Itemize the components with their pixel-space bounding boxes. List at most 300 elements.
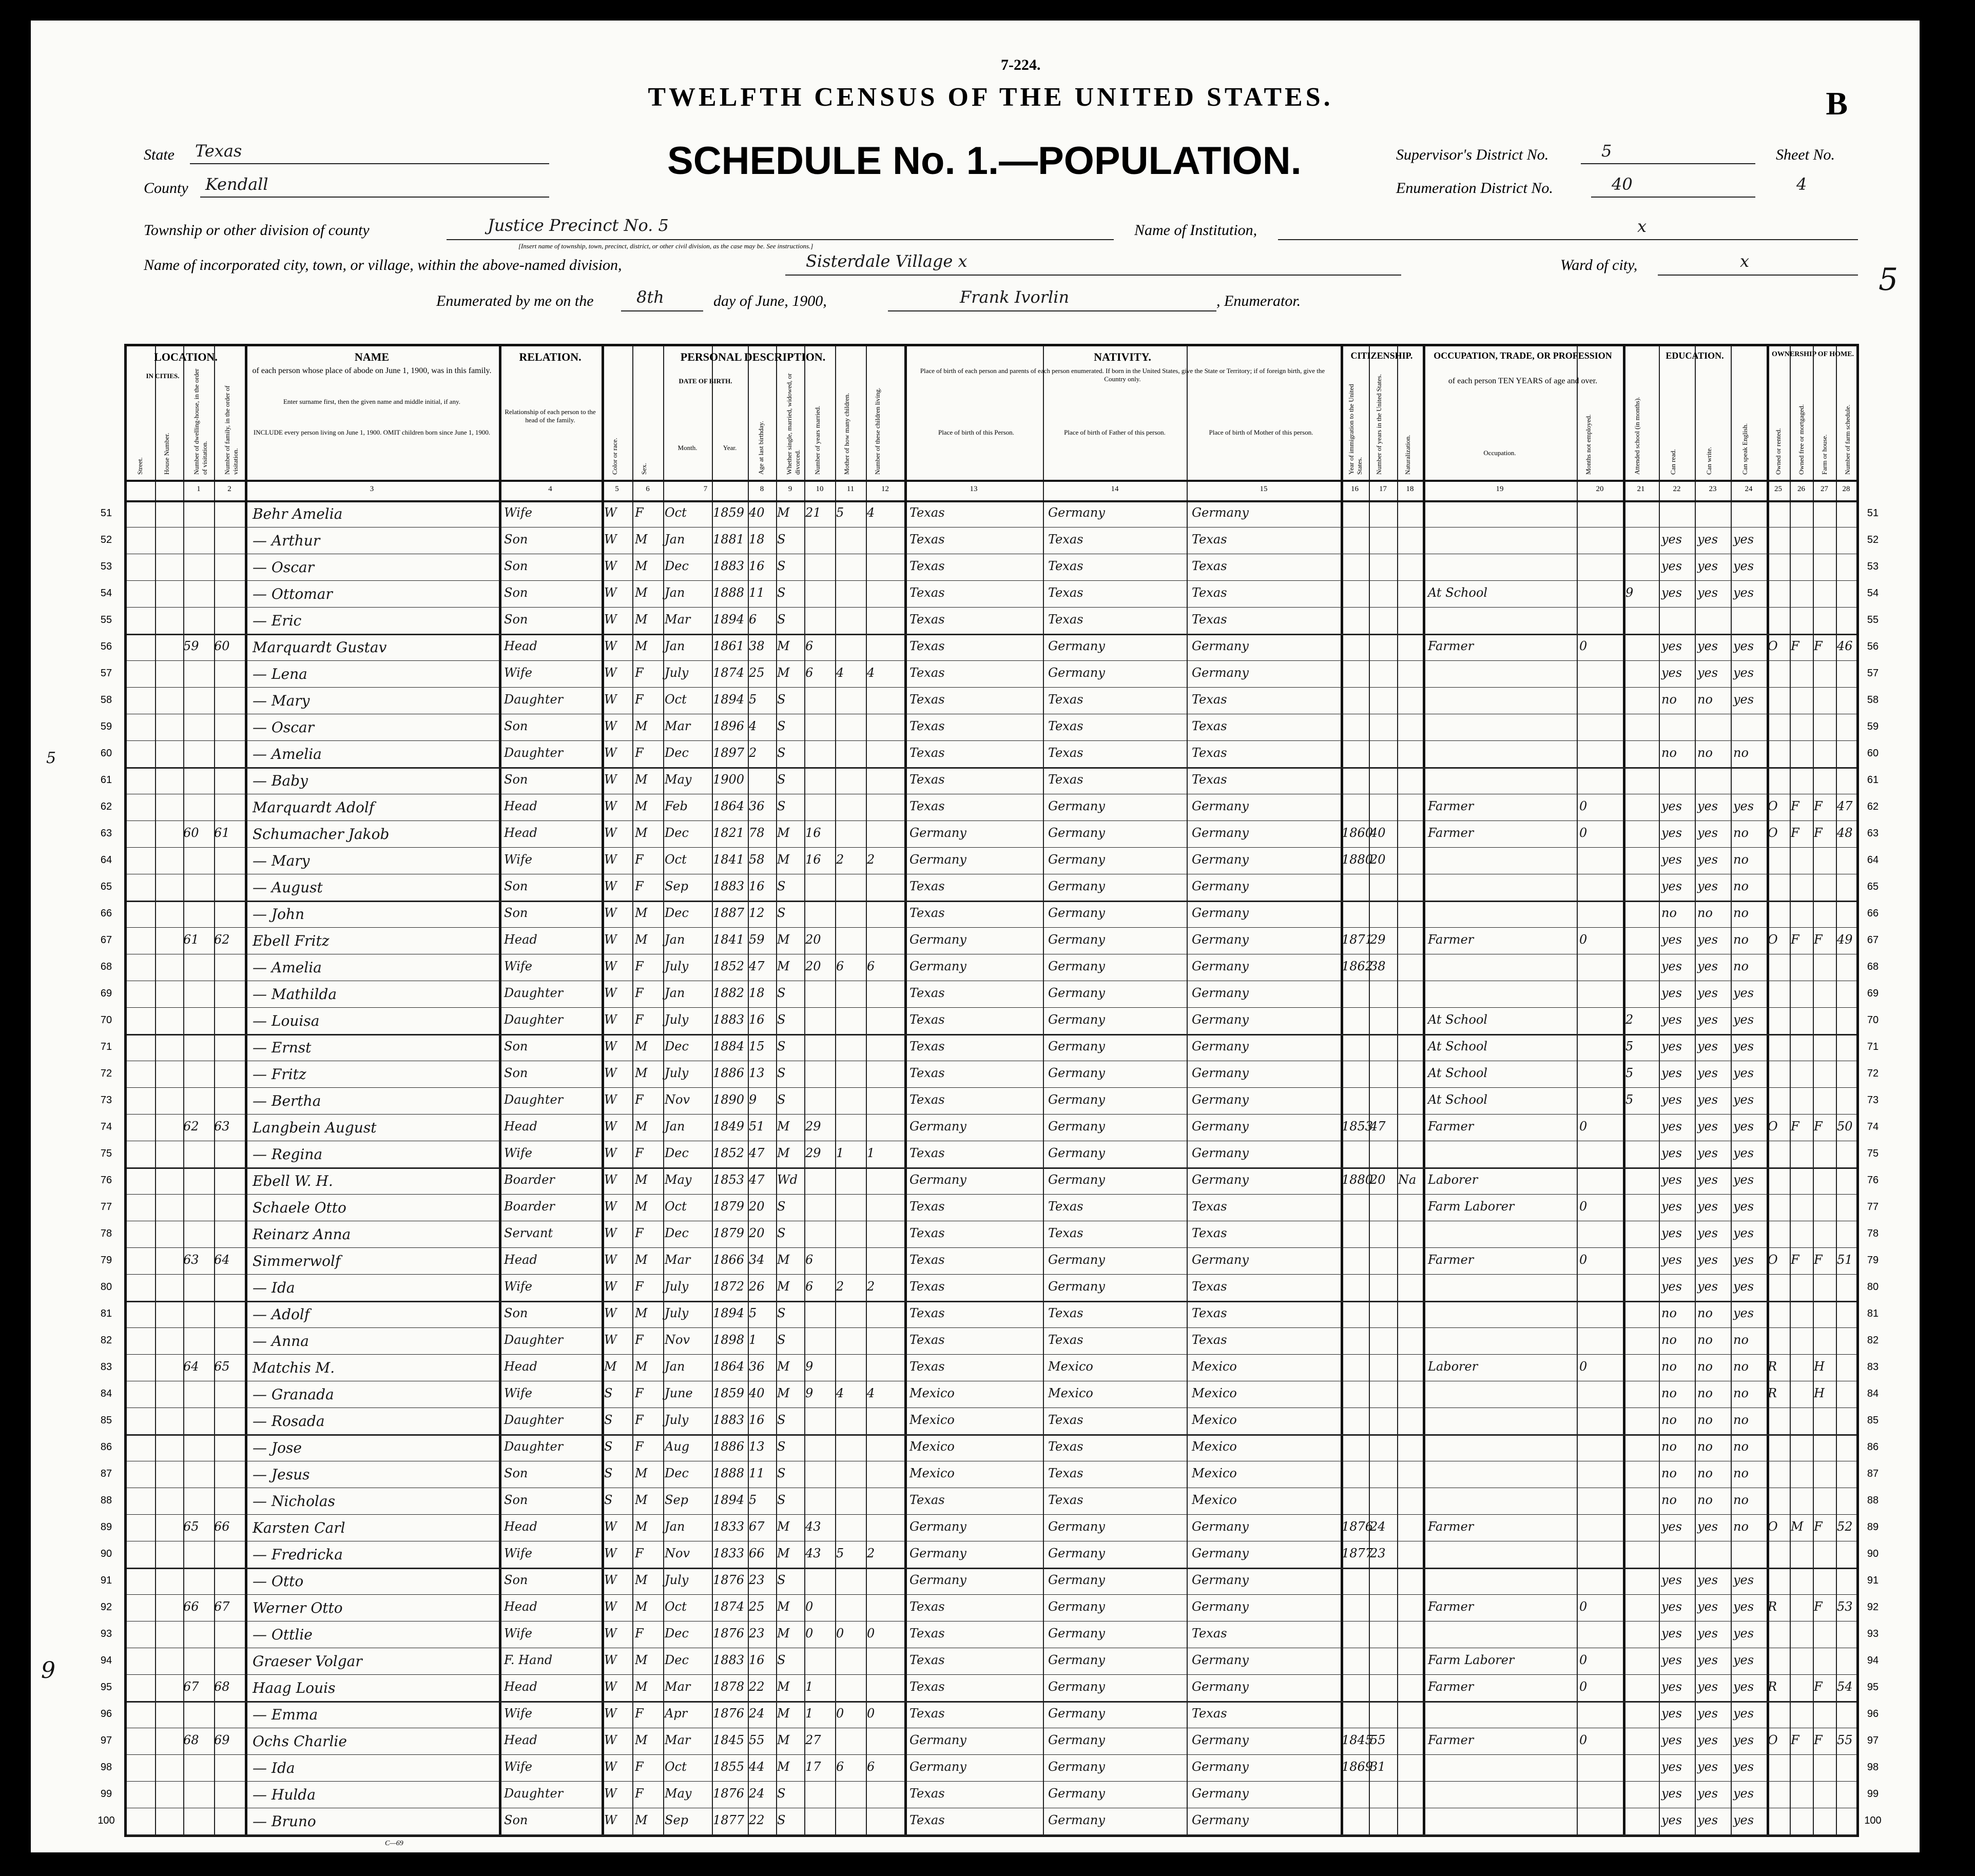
family-cell: 60 xyxy=(214,639,230,653)
marital-cell: S xyxy=(777,1226,786,1240)
line-number-right: 89 xyxy=(1867,1521,1879,1533)
birthplace-cell: Texas xyxy=(909,1306,945,1320)
name-cell: — Arthur xyxy=(253,532,320,549)
header-relation: RELATION. xyxy=(519,350,582,363)
father-birthplace-cell: Germany xyxy=(1048,1573,1105,1587)
family-cell: 65 xyxy=(214,1359,230,1374)
can-write-cell: no xyxy=(1697,906,1713,920)
month-cell: Mar xyxy=(665,1679,691,1694)
relation-cell: Son xyxy=(504,532,528,546)
row-divider xyxy=(127,1594,1856,1595)
marital-cell: S xyxy=(777,1466,786,1480)
mother-birthplace-cell: Texas xyxy=(1192,746,1227,760)
line-number-left: 62 xyxy=(100,801,112,812)
header-nativity-desc: Place of birth of each person and parents of each person enumerated. If born in the United States, give the State or Territory; if of foreign birth, give the Country only. xyxy=(920,367,1325,383)
father-birthplace-cell: Germany xyxy=(1048,1786,1105,1801)
color-cell: W xyxy=(604,559,617,573)
age-cell: 22 xyxy=(749,1679,765,1694)
line-number-right: 63 xyxy=(1867,828,1879,839)
can-speak-cell: yes xyxy=(1733,1573,1754,1587)
year-cell: 1890 xyxy=(713,1092,745,1107)
owned-free-cell: M xyxy=(1791,1519,1804,1534)
month-cell: May xyxy=(665,1172,692,1187)
line-number-left: 87 xyxy=(100,1468,112,1479)
age-cell: 20 xyxy=(749,1199,765,1214)
relation-cell: Head xyxy=(504,1253,537,1267)
dwelling-cell: 67 xyxy=(183,1679,199,1694)
relation-cell: Wife xyxy=(504,852,533,867)
sex-cell: F xyxy=(635,1012,644,1027)
father-birthplace-cell: Germany xyxy=(1048,1066,1105,1080)
name-cell: Matchis M. xyxy=(253,1359,335,1376)
month-cell: July xyxy=(665,666,689,680)
header-owned-free: Owned free or mortgaged. xyxy=(1797,404,1805,475)
line-number-right: 53 xyxy=(1867,561,1879,572)
birthplace-cell: Texas xyxy=(909,612,945,627)
line-number-left: 61 xyxy=(100,774,112,786)
month-cell: Dec xyxy=(665,1653,689,1667)
birthplace-cell: Mexico xyxy=(909,1466,955,1480)
dwelling-cell: 65 xyxy=(183,1519,199,1534)
relation-cell: Head xyxy=(504,639,537,653)
can-speak-cell: yes xyxy=(1733,585,1754,600)
header-education: EDUCATION. xyxy=(1666,350,1724,361)
dwelling-cell: 66 xyxy=(183,1599,199,1614)
birthplace-cell: Texas xyxy=(909,1012,945,1027)
can-read-cell: yes xyxy=(1661,1066,1682,1080)
header-dwelling: Number of dwelling-house, in the order of visitation. xyxy=(192,368,208,475)
relation-cell: Wife xyxy=(504,666,533,680)
birthplace-cell: Texas xyxy=(909,1706,945,1721)
column-number: 6 xyxy=(646,485,650,493)
header-age: Age at last birthday. xyxy=(757,421,765,475)
year-cell: 1897 xyxy=(713,746,745,760)
row-divider xyxy=(127,820,1856,821)
can-read-cell: yes xyxy=(1661,1573,1682,1587)
can-speak-cell: yes xyxy=(1733,1279,1754,1294)
can-read-cell: yes xyxy=(1661,532,1682,546)
father-birthplace-cell: Texas xyxy=(1048,585,1083,600)
color-cell: W xyxy=(604,1760,617,1774)
month-cell: Oct xyxy=(665,692,687,707)
year-cell: 1896 xyxy=(713,719,745,733)
can-write-cell: yes xyxy=(1697,932,1718,947)
family-cell: 64 xyxy=(214,1253,230,1267)
row-divider xyxy=(127,927,1856,928)
marital-cell: S xyxy=(777,906,786,920)
line-number-right: 66 xyxy=(1867,908,1879,919)
father-birthplace-cell: Germany xyxy=(1048,1092,1105,1107)
mother-birthplace-cell: Germany xyxy=(1192,1119,1249,1134)
years-married-cell: 6 xyxy=(805,666,814,680)
sex-cell: M xyxy=(635,1119,648,1134)
can-read-cell: no xyxy=(1661,1413,1677,1427)
name-cell: — Lena xyxy=(253,666,307,682)
header-can-read: Can read. xyxy=(1669,449,1677,475)
mother-birthplace-cell: Germany xyxy=(1192,1733,1249,1747)
line-number-right: 70 xyxy=(1867,1014,1879,1026)
marital-cell: S xyxy=(777,1012,786,1027)
marital-cell: M xyxy=(777,1626,790,1640)
sex-cell: M xyxy=(635,799,648,813)
month-cell: July xyxy=(665,1413,689,1427)
column-number: 28 xyxy=(1842,485,1850,493)
occupation-cell: Farmer xyxy=(1428,1119,1474,1134)
can-write-cell: yes xyxy=(1697,1119,1718,1134)
year-cell: 1872 xyxy=(713,1279,745,1294)
sex-cell: M xyxy=(635,532,648,546)
mother-birthplace-cell: Texas xyxy=(1192,559,1227,573)
years-married-cell: 21 xyxy=(805,505,821,520)
city-label: Name of incorporated city, town, or village, within the above-named division, xyxy=(144,257,622,273)
column-divider xyxy=(904,346,907,1834)
father-birthplace-cell: Germany xyxy=(1048,879,1105,893)
line-number-right: 62 xyxy=(1867,801,1879,812)
mother-birthplace-cell: Texas xyxy=(1192,1306,1227,1320)
header-relation-desc: Relationship of each person to the head of the family. xyxy=(505,408,596,424)
can-speak-cell: yes xyxy=(1733,1786,1754,1801)
marital-cell: S xyxy=(777,799,786,813)
line-number-left: 92 xyxy=(100,1601,112,1613)
year-cell: 1853 xyxy=(713,1172,745,1187)
year-cell: 1876 xyxy=(713,1626,745,1640)
township-label: Township or other division of county xyxy=(144,222,370,239)
age-cell: 58 xyxy=(749,852,765,867)
sex-cell: M xyxy=(635,585,648,600)
occupation-cell: Farm Laborer xyxy=(1428,1199,1515,1214)
supervisor-value: 5 xyxy=(1601,141,1612,161)
month-cell: Jan xyxy=(665,932,685,947)
line-number-left: 70 xyxy=(100,1014,112,1026)
age-cell: 36 xyxy=(749,799,765,813)
sex-cell: M xyxy=(635,1199,648,1214)
marital-cell: S xyxy=(777,1092,786,1107)
name-cell: — Mathilda xyxy=(253,986,337,1003)
year-cell: 1882 xyxy=(713,986,745,1000)
year-cell: 1852 xyxy=(713,1146,745,1160)
owned-rented-cell: O xyxy=(1768,1253,1778,1267)
name-cell: — Ottlie xyxy=(253,1626,313,1643)
birthplace-cell: Germany xyxy=(909,1119,966,1134)
name-cell: — John xyxy=(253,906,305,923)
row-divider xyxy=(127,1434,1856,1436)
mother-birthplace-cell: Texas xyxy=(1192,1199,1227,1214)
line-number-right: 60 xyxy=(1867,748,1879,759)
line-number-left: 52 xyxy=(100,534,112,545)
can-write-cell: yes xyxy=(1697,799,1718,813)
farm-house-cell: H xyxy=(1814,1359,1825,1374)
father-birthplace-cell: Germany xyxy=(1048,1679,1105,1694)
sex-cell: M xyxy=(635,1359,648,1374)
state-rule xyxy=(190,163,549,164)
sex-cell: M xyxy=(635,1653,648,1667)
line-number-right: 75 xyxy=(1867,1148,1879,1159)
header-family: Number of family, in the order of visitation. xyxy=(223,385,239,475)
row-divider xyxy=(127,740,1856,741)
month-cell: Dec xyxy=(665,1226,689,1240)
can-read-cell: yes xyxy=(1661,639,1682,653)
relation-cell: Son xyxy=(504,612,528,627)
mother-of-cell: 0 xyxy=(836,1626,844,1640)
occupation-cell: Farmer xyxy=(1428,1733,1474,1747)
census-sheet xyxy=(98,36,1884,1847)
children-living-cell: 4 xyxy=(867,666,875,680)
name-cell: — Mary xyxy=(253,692,310,709)
father-birthplace-cell: Texas xyxy=(1048,1466,1083,1480)
age-cell: 16 xyxy=(749,1653,765,1667)
year-cell: 1883 xyxy=(713,1413,745,1427)
color-cell: W xyxy=(604,826,617,840)
father-birthplace-cell: Germany xyxy=(1048,639,1105,653)
color-cell: W xyxy=(604,1306,617,1320)
age-cell: 51 xyxy=(749,1119,765,1134)
mother-birthplace-cell: Germany xyxy=(1192,1039,1249,1053)
row-divider xyxy=(127,1087,1856,1088)
line-number-right: 57 xyxy=(1867,668,1879,679)
birthplace-cell: Texas xyxy=(909,1333,945,1347)
township-rule xyxy=(447,239,1114,240)
row-divider xyxy=(127,1568,1856,1569)
marital-cell: M xyxy=(777,1146,790,1160)
can-read-cell: yes xyxy=(1661,1172,1682,1187)
farm-house-cell: F xyxy=(1814,1119,1823,1134)
header-citizenship: CITIZENSHIP. xyxy=(1350,350,1413,361)
age-cell: 38 xyxy=(749,639,765,653)
color-cell: W xyxy=(604,639,617,653)
marital-cell: S xyxy=(777,1039,786,1053)
marital-cell: Wd xyxy=(777,1172,798,1187)
month-cell: July xyxy=(665,959,689,973)
owned-rented-cell: O xyxy=(1768,826,1778,840)
father-birthplace-cell: Texas xyxy=(1048,1306,1083,1320)
sex-cell: M xyxy=(635,612,648,627)
dwelling-cell: 60 xyxy=(183,826,199,840)
mother-birthplace-cell: Germany xyxy=(1192,1012,1249,1027)
can-write-cell: yes xyxy=(1697,559,1718,573)
marital-cell: S xyxy=(777,692,786,707)
can-speak-cell: yes xyxy=(1733,1253,1754,1267)
column-divider xyxy=(245,346,247,1834)
children-living-cell: 6 xyxy=(867,1760,875,1774)
month-cell: Feb xyxy=(665,799,688,813)
age-cell: 15 xyxy=(749,1039,765,1053)
mother-of-cell: 4 xyxy=(836,1386,844,1400)
father-birthplace-cell: Germany xyxy=(1048,666,1105,680)
month-cell: Oct xyxy=(665,1599,687,1614)
marital-cell: S xyxy=(777,1813,786,1827)
mother-birthplace-cell: Mexico xyxy=(1192,1439,1237,1454)
name-cell: — Fredricka xyxy=(253,1546,343,1563)
township-value: Justice Precinct No. 5 xyxy=(488,216,669,235)
can-write-cell: no xyxy=(1697,1306,1713,1320)
mother-of-cell: 6 xyxy=(836,1760,844,1774)
can-read-cell: yes xyxy=(1661,1146,1682,1160)
relation-cell: Daughter xyxy=(504,692,564,707)
years-in-us-cell: 23 xyxy=(1370,1546,1386,1560)
color-cell: W xyxy=(604,1253,617,1267)
school-months-cell: 5 xyxy=(1625,1039,1634,1053)
marital-cell: S xyxy=(777,1653,786,1667)
can-read-cell: yes xyxy=(1661,1786,1682,1801)
line-number-right: 73 xyxy=(1867,1095,1879,1106)
father-birthplace-cell: Mexico xyxy=(1048,1359,1093,1374)
father-birthplace-cell: Germany xyxy=(1048,1733,1105,1747)
column-number: 26 xyxy=(1797,485,1805,493)
immigration-cell: 1880 xyxy=(1342,1172,1373,1187)
year-cell: 1883 xyxy=(713,1653,745,1667)
can-write-cell: yes xyxy=(1697,532,1718,546)
birthplace-cell: Texas xyxy=(909,1039,945,1053)
farm-house-cell: F xyxy=(1814,932,1823,947)
relation-cell: Boarder xyxy=(504,1172,555,1187)
mother-birthplace-cell: Germany xyxy=(1192,879,1249,893)
sex-cell: F xyxy=(635,1760,644,1774)
marital-cell: M xyxy=(777,1279,790,1294)
father-birthplace-cell: Texas xyxy=(1048,772,1083,787)
age-cell: 13 xyxy=(749,1439,765,1454)
header-month: Month. xyxy=(677,444,698,452)
year-cell: 1884 xyxy=(713,1039,745,1053)
row-divider xyxy=(127,580,1856,581)
can-write-cell: no xyxy=(1697,1413,1713,1427)
birthplace-cell: Germany xyxy=(909,1733,966,1747)
marital-cell: M xyxy=(777,1760,790,1774)
years-married-cell: 17 xyxy=(805,1760,821,1774)
can-write-cell: no xyxy=(1697,1493,1713,1507)
marital-cell: S xyxy=(777,1413,786,1427)
column-number: 5 xyxy=(615,485,619,493)
year-cell: 1898 xyxy=(713,1333,745,1347)
birthplace-cell: Mexico xyxy=(909,1439,955,1454)
occupation-cell: Farm Laborer xyxy=(1428,1653,1515,1667)
can-write-cell: no xyxy=(1697,692,1713,707)
father-birthplace-cell: Texas xyxy=(1048,746,1083,760)
father-birthplace-cell: Germany xyxy=(1048,852,1105,867)
can-read-cell: yes xyxy=(1661,559,1682,573)
mother-birthplace-cell: Germany xyxy=(1192,1786,1249,1801)
line-number-left: 82 xyxy=(100,1335,112,1346)
enumerated-mid: day of June, 1900, xyxy=(713,292,827,309)
line-number-right: 87 xyxy=(1867,1468,1879,1479)
row-divider xyxy=(127,1834,1856,1836)
color-cell: W xyxy=(604,1226,617,1240)
header-personal: PERSONAL DESCRIPTION. xyxy=(680,350,826,363)
father-birthplace-cell: Mexico xyxy=(1048,1386,1093,1400)
birthplace-cell: Texas xyxy=(909,532,945,546)
column-divider xyxy=(155,346,156,1834)
can-read-cell: no xyxy=(1661,1386,1677,1400)
can-speak-cell: yes xyxy=(1733,532,1754,546)
birthplace-cell: Texas xyxy=(909,692,945,707)
column-divider xyxy=(1731,346,1732,1834)
can-read-cell: yes xyxy=(1661,932,1682,947)
age-cell: 26 xyxy=(749,1279,765,1294)
father-birthplace-cell: Germany xyxy=(1048,1253,1105,1267)
owned-rented-cell: R xyxy=(1768,1359,1777,1374)
month-cell: July xyxy=(665,1306,689,1320)
years-in-us-cell: 29 xyxy=(1370,932,1386,947)
birthplace-cell: Texas xyxy=(909,505,945,520)
sex-cell: M xyxy=(635,1573,648,1587)
column-number: 11 xyxy=(846,485,855,493)
line-number-right: 77 xyxy=(1867,1201,1879,1213)
can-read-cell: yes xyxy=(1661,1119,1682,1134)
enumerator-suffix: , Enumerator. xyxy=(1216,292,1301,309)
row-divider xyxy=(127,687,1856,688)
sex-cell: F xyxy=(635,1706,644,1721)
census-page xyxy=(31,21,1920,1852)
line-number-right: 82 xyxy=(1867,1335,1879,1346)
can-write-cell: yes xyxy=(1697,1279,1718,1294)
can-speak-cell: yes xyxy=(1733,1733,1754,1747)
line-number-right: 72 xyxy=(1867,1068,1879,1079)
line-number-left: 76 xyxy=(100,1175,112,1186)
birthplace-cell: Texas xyxy=(909,879,945,893)
family-cell: 63 xyxy=(214,1119,230,1134)
name-cell: — Amelia xyxy=(253,746,322,763)
birthplace-cell: Germany xyxy=(909,1546,966,1560)
sex-cell: F xyxy=(635,505,644,520)
can-speak-cell: no xyxy=(1733,852,1749,867)
color-cell: W xyxy=(604,1519,617,1534)
month-cell: Dec xyxy=(665,1146,689,1160)
can-read-cell: yes xyxy=(1661,1279,1682,1294)
owned-rented-cell: O xyxy=(1768,1119,1778,1134)
can-speak-cell: yes xyxy=(1733,1012,1754,1027)
occupation-cell: Farmer xyxy=(1428,639,1474,653)
immigration-cell: 1862 xyxy=(1342,959,1373,973)
sex-cell: M xyxy=(635,1172,648,1187)
color-cell: S xyxy=(604,1493,613,1507)
age-cell: 59 xyxy=(749,932,765,947)
column-number: 19 xyxy=(1496,485,1504,493)
row-divider xyxy=(127,1114,1856,1115)
age-cell: 12 xyxy=(749,906,765,920)
month-cell: June xyxy=(665,1386,693,1400)
sex-cell: M xyxy=(635,1306,648,1320)
line-number-left: 74 xyxy=(100,1121,112,1132)
sex-cell: F xyxy=(635,1786,644,1801)
color-cell: W xyxy=(604,1333,617,1347)
relation-cell: Son xyxy=(504,879,528,893)
color-cell: W xyxy=(604,852,617,867)
line-number-right: 54 xyxy=(1867,588,1879,599)
years-in-us-cell: 38 xyxy=(1370,959,1386,973)
header-birth-mother: Place of birth of Mother of this person. xyxy=(1209,428,1313,436)
name-cell: — Mary xyxy=(253,852,310,869)
column-number: 10 xyxy=(816,485,824,493)
line-number-right: 59 xyxy=(1867,721,1879,732)
marital-cell: M xyxy=(777,1599,790,1614)
birthplace-cell: Germany xyxy=(909,1172,966,1187)
mother-birthplace-cell: Germany xyxy=(1192,505,1249,520)
mother-birthplace-cell: Germany xyxy=(1192,1066,1249,1080)
year-cell: 1859 xyxy=(713,1386,745,1400)
line-number-left: 94 xyxy=(100,1655,112,1666)
birthplace-cell: Texas xyxy=(909,1813,945,1827)
year-cell: 1894 xyxy=(713,692,745,707)
years-married-cell: 43 xyxy=(805,1519,821,1534)
marital-cell: M xyxy=(777,1733,790,1747)
age-cell: 47 xyxy=(749,959,765,973)
can-write-cell: yes xyxy=(1697,1066,1718,1080)
column-number: 25 xyxy=(1774,485,1782,493)
can-write-cell: no xyxy=(1697,1359,1713,1374)
census-title: TWELFTH CENSUS OF THE UNITED STATES. xyxy=(648,83,1333,112)
mother-birthplace-cell: Texas xyxy=(1192,1706,1227,1721)
can-read-cell: no xyxy=(1661,1493,1677,1507)
farm-schedule-cell: 47 xyxy=(1837,799,1853,813)
